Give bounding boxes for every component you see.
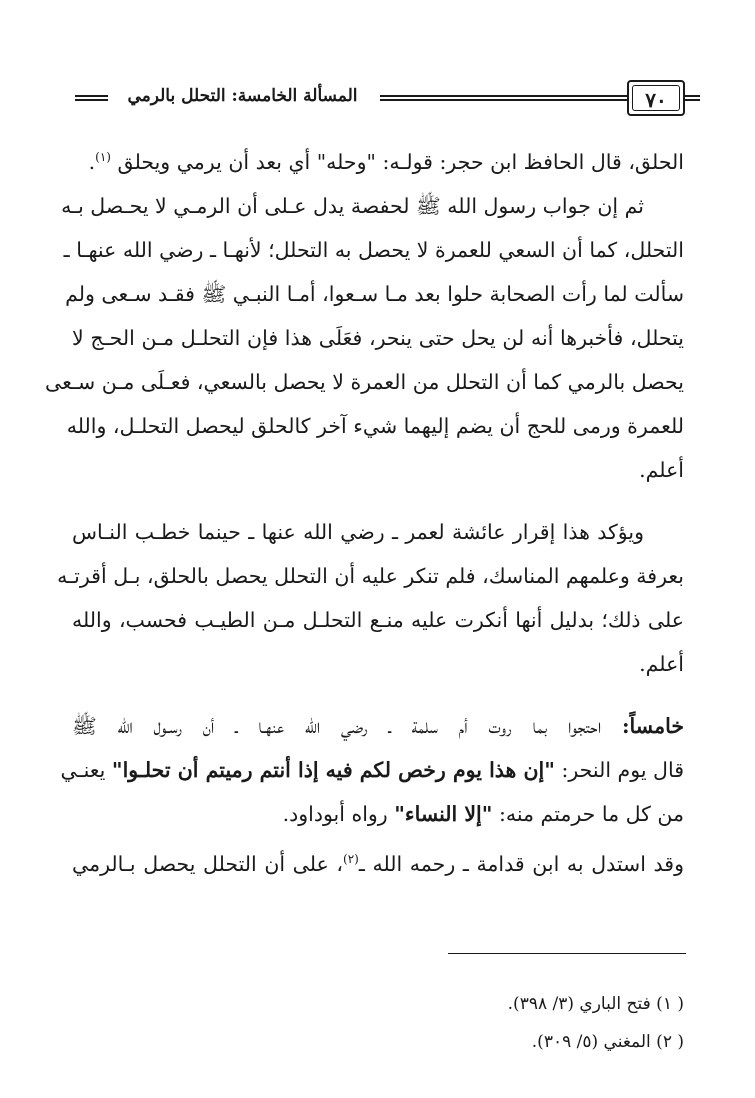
text-line: يحصل بالرمي كما أن التحلل من العمرة لا يحصل بالسعي، فعـلَى مـن سـعى [45, 370, 684, 394]
line-text: ، على أن التحلل يحصل بـالرمي [72, 852, 344, 876]
line-text: قال يوم النحر: [561, 758, 684, 782]
footnote-ref: (٢) [343, 852, 359, 867]
running-header [75, 78, 685, 122]
text-line: سألت لما رأت الصحابة حلوا بعد مـا سـعوا، أمـا النبـي ﷺ فقـد سـعى ولم [65, 282, 684, 306]
text-line: ثم إن جواب رسول الله ﷺ لحفصة يدل عـلى أن الرمـي لا يحـصل بـه [61, 194, 644, 218]
hadith-quote: "إلا النساء" [394, 802, 493, 826]
footnote: ( ٢) المغني (٥/ ٣٠٩). [531, 1032, 684, 1052]
text-line [72, 792, 684, 836]
footnote: ( ١) فتح الباري (٣/ ٣٩٨). [507, 994, 684, 1014]
line-text: رواه أبوداود. [282, 802, 388, 826]
running-title: المسألة الخامسة: التحلل بالرمي [127, 86, 358, 106]
text-line: على ذلك؛ بدليل أنها أنكرت عليه منـع التحلـل مـن الطيـب فحسب، والله [72, 608, 684, 632]
text-line: ويؤكد هذا إقرار عائشة لعمر ـ رضي الله عنها ـ حينما خطـب النـاس [72, 520, 644, 544]
text-line: بعرفة وعلمهم المناسك، فلم تنكر عليه أن التحلل يحصل بالحلق، بـل أقرتـه [57, 564, 684, 588]
line-text: من كل ما حرمتم منه: [498, 802, 684, 826]
text-line: التحلل، كما أن السعي للعمرة لا يحصل به التحلل؛ لأنهـا ـ رضي الله عنهـا ـ [63, 238, 684, 262]
text-line: أعلم. [639, 652, 684, 676]
page-number: ٧٠ [645, 88, 667, 112]
text-line: أعلم. [639, 458, 684, 482]
footnote-ref: (١) [95, 150, 111, 165]
line-text: احتجوا بما روت أم سلمة ـ رضي الله عنهـا ـ أن رسـول الله ﷺ [72, 714, 602, 738]
text-line: للعمرة ورمى للحج أن يضم إليهما شيء آخر كالحلق ليحصل التحلـل، والله [66, 414, 684, 438]
text-line [72, 704, 684, 748]
line-text: وقد استدل به ابن قدامة ـ رحمه الله ـ [358, 852, 684, 876]
footnotes [72, 985, 684, 1061]
page-number-frame [627, 80, 685, 116]
text-line: يتحلل، فأخبرها أنه لن يحل حتى ينحر، فعَلَى هذا فإن التحلـل مـن الحـج لا [72, 326, 684, 350]
line-text: الحلق، قال الحافظ ابن حجر: قولـه: "وحله" أي بعد أن يرمي ويحلق [117, 150, 684, 174]
main-text [45, 140, 684, 886]
text-line [60, 748, 684, 792]
hadith-quote: "إن هذا يوم رخص لكم فيه إذا أنتم رميتم أن تحلـوا" [111, 758, 555, 782]
footnote-separator [448, 953, 686, 954]
text-line: الحلق، قال الحافظ ابن حجر: قولـه: "وحله" أي بعد أن يرمي ويحلق $^{(١)}$. [88, 150, 684, 174]
header-rule-left [75, 95, 108, 101]
line-text: يعنـي [60, 758, 106, 782]
text-line [72, 842, 684, 886]
section-lead: خامساً: [621, 714, 684, 738]
